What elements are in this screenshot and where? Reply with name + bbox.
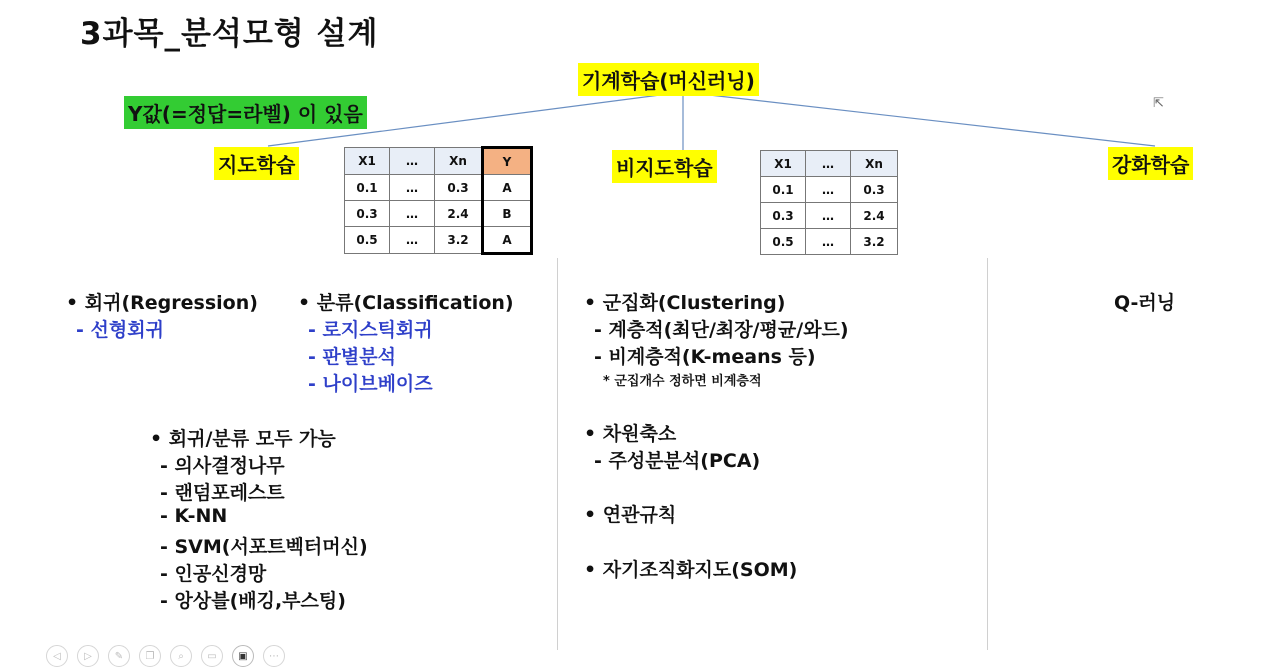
table-cell: 0.3	[851, 177, 898, 203]
table-cell: 0.1	[761, 177, 806, 203]
both-item: - SVM(서포트벡터머신)	[160, 536, 368, 558]
table-row	[761, 229, 898, 255]
camera-icon[interactable]: ▣	[232, 645, 254, 667]
subtitle-icon[interactable]: ▭	[201, 645, 223, 667]
table-cell: …	[390, 201, 435, 227]
pen-icon[interactable]: ✎	[108, 645, 130, 667]
column-divider	[557, 258, 558, 650]
table-cell: …	[806, 203, 851, 229]
table-cell: …	[390, 227, 435, 254]
dimred-heading: • 차원축소	[584, 423, 677, 445]
table-row	[761, 177, 898, 203]
label-y-note: Y값(=정답=라벨) 이 있음	[124, 96, 367, 129]
classification-item: - 판별분석	[308, 346, 396, 368]
classification-item: - 로지스틱회귀	[308, 319, 433, 341]
table-cell: 0.3	[345, 201, 390, 227]
both-item: - 인공신경망	[160, 563, 267, 585]
both-item: - 의사결정나무	[160, 455, 285, 477]
regression-item: - 선형회귀	[76, 319, 164, 341]
table-header-row	[761, 151, 898, 177]
search-icon[interactable]: ⌕	[170, 645, 192, 667]
column-divider	[987, 258, 988, 650]
assoc-heading: • 연관규칙	[584, 504, 677, 526]
clustering-item: - 비계층적(K-means 등)	[594, 346, 816, 368]
table-cell: Xn	[851, 151, 898, 177]
clustering-item: - 계층적(최단/최장/평균/와드)	[594, 319, 849, 341]
prev-icon[interactable]: ◁	[46, 645, 68, 667]
table-cell: …	[806, 151, 851, 177]
table-cell: 3.2	[851, 229, 898, 255]
table-row	[345, 175, 532, 201]
table-cell: 0.5	[761, 229, 806, 255]
table-cell: …	[390, 148, 435, 175]
table-cell: X1	[761, 151, 806, 177]
table-header-row	[345, 148, 532, 175]
table-cell-y: Y	[483, 148, 532, 175]
regression-heading: • 회귀(Regression)	[66, 292, 258, 314]
edge-root-reinforcement	[683, 92, 1155, 146]
both-item: - 앙상블(배깅,부스팅)	[160, 590, 346, 612]
table-cell: …	[806, 229, 851, 255]
som-heading: • 자기조직화지도(SOM)	[584, 559, 798, 581]
next-icon[interactable]: ▷	[77, 645, 99, 667]
qlearning-item: Q-러닝	[1114, 292, 1176, 314]
table-cell: 0.5	[345, 227, 390, 254]
table-cell: 0.3	[761, 203, 806, 229]
table-row	[345, 201, 532, 227]
more-icon[interactable]: ⋯	[263, 645, 285, 667]
table-row	[345, 227, 532, 254]
table-cell: X1	[345, 148, 390, 175]
root-node: 기계학습(머신러닝)	[578, 63, 759, 96]
classification-item: - 나이브베이즈	[308, 373, 433, 395]
table-cell: …	[390, 175, 435, 201]
table-cell-y: A	[483, 175, 532, 201]
table-cell-y: A	[483, 227, 532, 254]
classification-heading: • 분류(Classification)	[298, 292, 514, 314]
clustering-note: * 군집개수 정하면 비계층적	[603, 374, 762, 389]
both-heading: • 회귀/분류 모두 가능	[150, 428, 336, 450]
table-cell: 0.1	[345, 175, 390, 201]
table-cell: 0.3	[435, 175, 483, 201]
table-cell: 2.4	[851, 203, 898, 229]
unsupervised-node: 비지도학습	[612, 150, 717, 183]
both-item: - K-NN	[160, 505, 228, 527]
supervised-data-table	[344, 146, 533, 255]
table-cell: Xn	[435, 148, 483, 175]
table-row	[761, 203, 898, 229]
clustering-heading: • 군집화(Clustering)	[584, 292, 786, 314]
mouse-cursor-icon: ⇱	[1153, 96, 1164, 111]
reinforcement-node: 강화학습	[1108, 147, 1193, 180]
table-cell-y: B	[483, 201, 532, 227]
dimred-item: - 주성분분석(PCA)	[594, 450, 761, 472]
slideshow-toolbar	[46, 645, 285, 667]
unsupervised-data-table	[760, 150, 898, 255]
table-cell: 2.4	[435, 201, 483, 227]
page-title: 3과목_분석모형 설계	[80, 16, 379, 52]
supervised-node: 지도학습	[214, 147, 299, 180]
slides-icon[interactable]: ❐	[139, 645, 161, 667]
both-item: - 랜덤포레스트	[160, 482, 285, 504]
table-cell: 3.2	[435, 227, 483, 254]
table-cell: …	[806, 177, 851, 203]
